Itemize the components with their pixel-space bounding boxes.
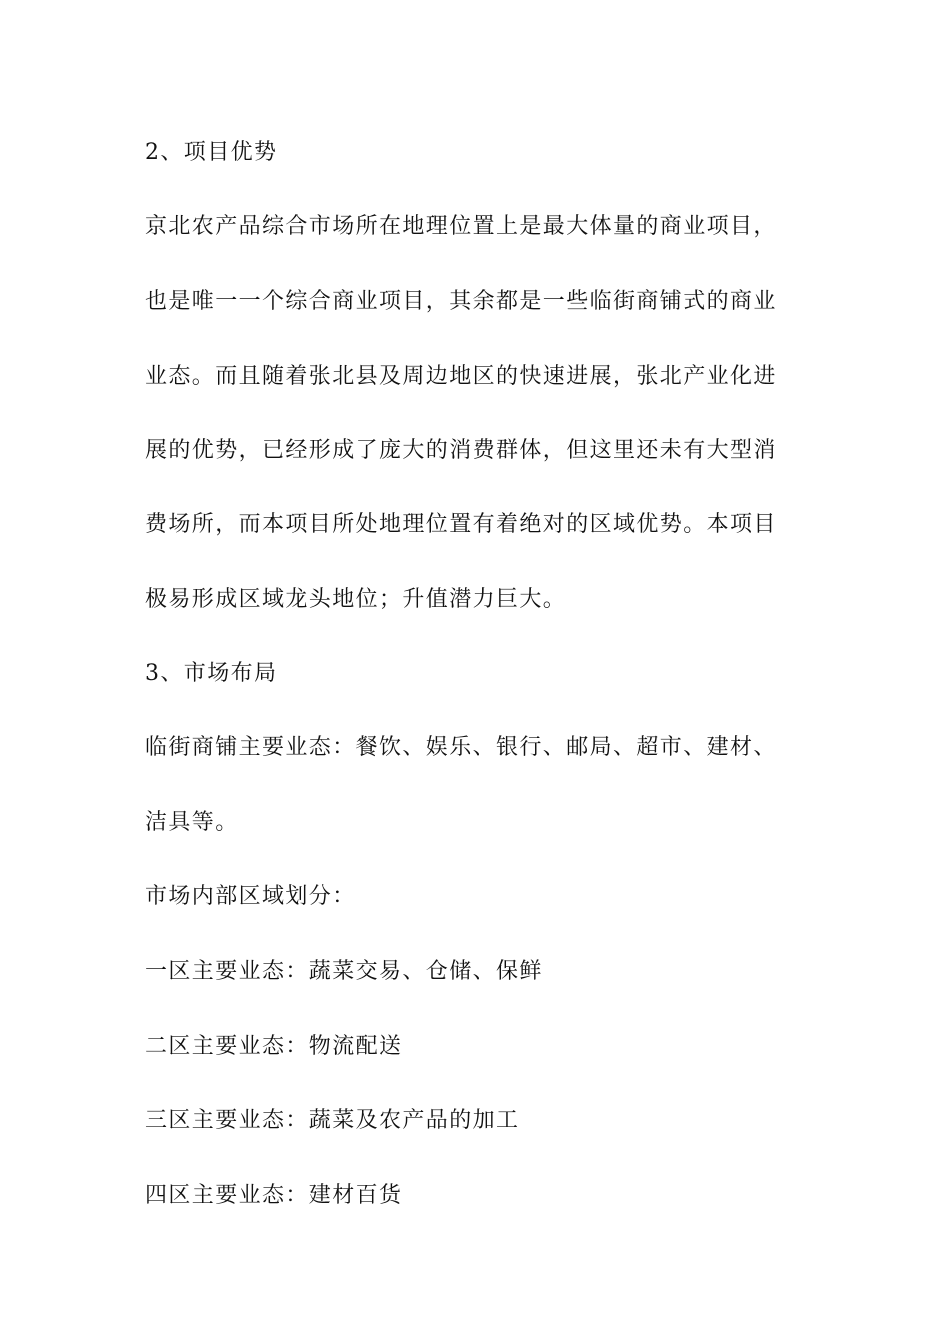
zone-item: 三区主要业态：蔬菜及农产品的加工 [145, 1108, 520, 1133]
section-heading-project-advantages: 2、项目优势 [145, 140, 278, 165]
section-heading-market-layout: 3、市场布局 [145, 661, 278, 686]
paragraph-line: 费场所，而本项目所处地理位置有着绝对的区域优势。本项目 [145, 512, 777, 537]
paragraph-line: 临街商铺主要业态：餐饮、娱乐、银行、邮局、超市、建材、 [145, 735, 777, 760]
paragraph-line: 展的优势，已经形成了庞大的消费群体，但这里还未有大型消 [145, 438, 777, 463]
paragraph-line: 京北农产品综合市场所在地理位置上是最大体量的商业项目， [145, 214, 777, 239]
zone-item: 四区主要业态：建材百货 [145, 1183, 403, 1208]
paragraph-line: 业态。而且随着张北县及周边地区的快速进展，张北产业化进 [145, 364, 777, 389]
zone-item: 一区主要业态：蔬菜交易、仓储、保鲜 [145, 959, 543, 984]
paragraph-line: 极易形成区域龙头地位；升值潜力巨大。 [145, 587, 567, 612]
paragraph-line: 洁具等。 [145, 810, 239, 835]
zone-item: 二区主要业态：物流配送 [145, 1034, 403, 1059]
subheading-zone-division: 市场内部区域划分： [145, 884, 356, 909]
paragraph-line: 也是唯一一个综合商业项目，其余都是一些临街商铺式的商业 [145, 289, 777, 314]
